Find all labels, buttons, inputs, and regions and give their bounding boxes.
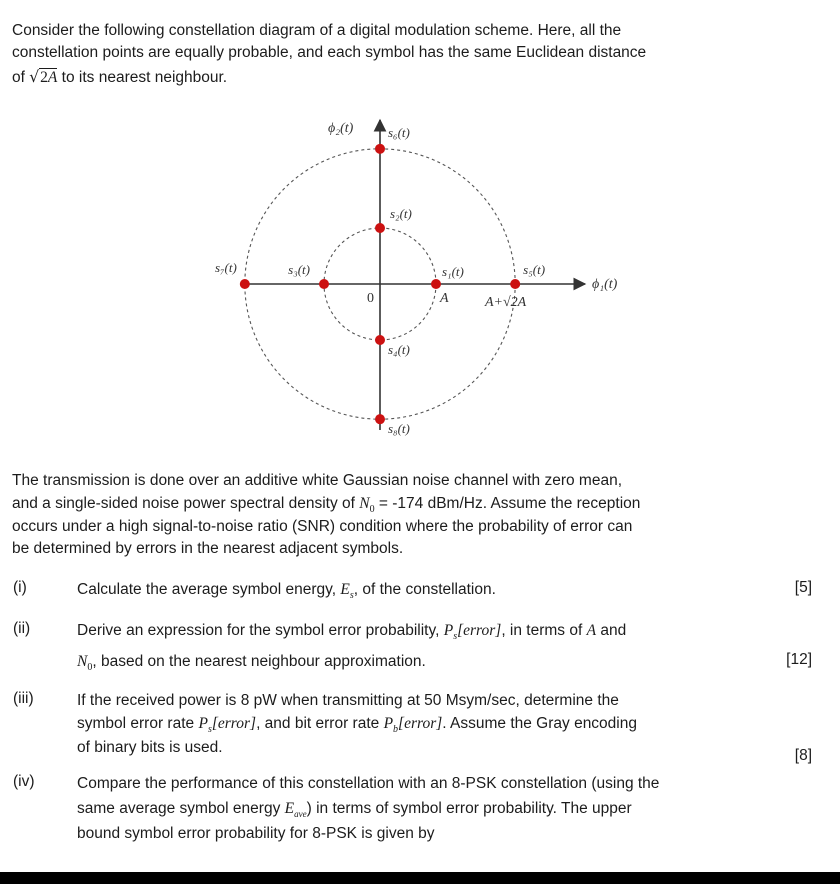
question-4-line-2: same average symbol energy $E_{ave}$) in terms of symbol error probability. The upper	[77, 800, 632, 820]
constellation-point-label: s₄(t)	[388, 342, 410, 357]
constellation-point	[375, 223, 385, 233]
question-4-line-1: Compare the performance of this constellation with an 8-PSK constellation (using the	[77, 775, 660, 792]
constellation-point-label: s₃(t)	[288, 262, 310, 277]
bottom-black-bar	[0, 872, 840, 884]
constellation-point-label: s₅(t)	[523, 262, 546, 277]
constellation-point	[319, 279, 329, 289]
intro-line-3-pre: of	[12, 69, 25, 86]
sqrt-2a-expression: √2A	[29, 68, 58, 86]
constellation-point-label: s₈(t)	[388, 421, 410, 437]
question-4-number: (iv)	[13, 773, 35, 790]
body-line-2-post: = -174 dBm/Hz. Assume the reception	[378, 495, 641, 512]
inner-radius-label: A	[440, 291, 449, 306]
constellation-point-label: s₆(t)	[388, 124, 410, 140]
question-2-line-1: Derive an expression for the symbol error probability, $P_s[error]$, in terms of A and	[77, 622, 627, 643]
intro-line-2: constellation points are equally probable, and each symbol has the same Euclidean distance	[12, 44, 647, 61]
var-n0: $N_0$	[359, 495, 375, 516]
question-3-marks: [8]	[794, 747, 812, 764]
question-4-line-3: bound symbol error probability for 8-PSK is given by	[77, 825, 435, 842]
body-line-1: The transmission is done over an additive white Gaussian noise channel with zero mean,	[12, 472, 622, 489]
constellation-point	[375, 144, 385, 154]
constellation-point	[375, 335, 385, 345]
question-2-line-2: $N_0$, based on the nearest neighbour approximation.	[77, 653, 426, 674]
question-3-line-3: of binary bits is used.	[77, 739, 223, 756]
constellation-diagram	[200, 112, 640, 452]
var-a: A	[47, 69, 58, 86]
origin-label: 0	[367, 291, 374, 306]
question-3-line-1: If the received power is 8 pW when transmitting at 50 Msym/sec, determine the	[77, 692, 619, 709]
intro-line-3	[12, 66, 227, 89]
question-1-number: (i)	[13, 579, 27, 596]
constellation-point	[510, 279, 520, 289]
question-3-number: (iii)	[13, 690, 34, 707]
sqrt-radicand: 2	[40, 69, 48, 86]
constellation-point-label: s₁(t)	[442, 264, 464, 279]
constellation-point	[431, 279, 441, 289]
intro-line-3-post: to its nearest neighbour.	[61, 69, 228, 86]
constellation-point	[375, 414, 385, 424]
constellation-point	[240, 279, 250, 289]
outer-radius-label: A+√2A	[485, 295, 527, 310]
body-line-3: occurs under a high signal-to-noise ratio (SNR) condition where the probability of error can	[12, 518, 633, 535]
constellation-point-label: s₇(t)	[214, 260, 237, 275]
body-line-2-pre: and a single-sided noise power spectral density of	[12, 495, 355, 512]
question-2-number: (ii)	[13, 620, 31, 637]
constellation-point-label: s₂(t)	[390, 206, 412, 221]
question-3-line-2: symbol error rate $P_s[error]$, and bit error rate $P_b[error]$. Assume the Gray encoding	[77, 715, 637, 736]
y-axis-label: ϕ₂(t)	[328, 121, 354, 136]
question-1-marks: [5]	[794, 579, 812, 596]
body-line-4: be determined by errors in the nearest adjacent symbols.	[12, 540, 404, 557]
x-axis-label: ϕ₁(t)	[592, 277, 618, 292]
question-2-marks: [12]	[786, 651, 812, 668]
intro-line-1: Consider the following constellation diagram of a digital modulation scheme. Here, all the	[12, 22, 622, 39]
question-1-text: Calculate the average symbol energy, $E_s$, of the constellation.	[77, 581, 496, 602]
